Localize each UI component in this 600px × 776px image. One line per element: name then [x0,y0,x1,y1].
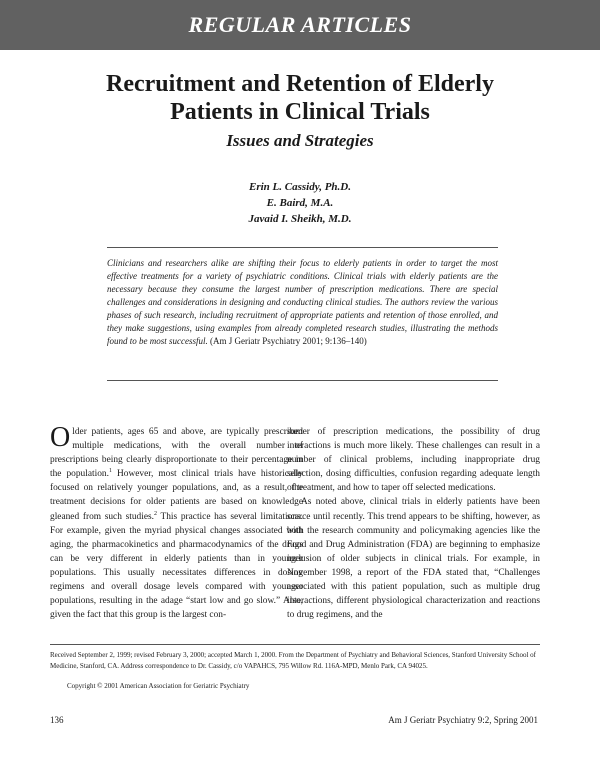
body-column-left [50,422,303,622]
author-name: E. Baird, M.A. [266,197,334,209]
body-paragraph: As noted above, clinical trials in elderly patients have been scarce until recently. This trend appears to be shifting, however, as both the research community and policymaking agencies like the Food and Drug Administration (FDA) are beginning to emphasize inclusion of older subjects in clinical trials. For example, in November 1998, a report of the FDA stated that, “Challenges associated with this patient population, such as multiple drug interactions, different physiological characterization and reactions to drug regimens, and the [287,497,540,621]
drop-cap: O [50,422,71,453]
body-paragraph: sumer of prescription medications, the possibility of drug interactions is much more likely. These challenges can result in a number of clinical problems, including inappropriate drug selection, dosing difficulties, confusion regarding adequate length of treatment, and how to taper off selected medications. [287,427,540,494]
section-label: REGULAR ARTICLES [188,12,412,37]
page-number: 136 [50,715,64,725]
section-banner [0,0,600,50]
body-text: lder patients, ages 65 and above, are typically prescribed multiple medications, with the overall number of prescriptions being clearly disproportionate to their percentage in the population. [50,427,303,480]
abstract-text: Clinicians and researchers alike are shifting their focus to elderly patients in order to target the most effective treatments for a variety of psychiatric conditions. Clinical trials with elderly patients are the necessary because they consume the largest number of prescription medications. There are special challenges and considerations in designing and conducting clinical studies. The authors review the various phases of such research, including recruitment of appropriate patients and retention of those enrolled, and they make suggestions, using examples from already completed research studies, illustrating the methods found to be most successful. [107,258,498,346]
abstract-box [107,247,498,381]
abstract-citation: (Am J Geriatr Psychiatry 2001; 9:136–140) [210,336,367,346]
reference-marker: 2 [153,510,157,517]
body-column-right [287,425,540,622]
article-title [40,70,560,126]
author-name: Javaid I. Sheikh, M.D. [248,213,352,225]
footnote-divider [50,644,540,645]
body-text: However, most clinical trials have historically focused on relatively younger populations, and, as a result, the treatment decisions for older patients are based on knowledge gleaned from such studies. [50,469,303,522]
title-line-2: Patients in Clinical Trials [170,99,430,125]
author-name: Erin L. Cassidy, Ph.D. [249,181,351,193]
reference-marker: 1 [108,468,112,475]
body-paragraph [50,422,303,622]
author-list [100,179,500,227]
received-footnote: Received September 2, 1999; revised February 3, 2000; accepted March 1, 2000. From the Department of Psychiatry and Behavioral Sciences, Stanford University School of Medicine, Stanford, CA. Address correspondence to Dr. Cassidy, c/o VAPAHCS, 795 Willow Rd. 116A-MPD, Menlo Park, CA 94025. [50,651,536,670]
title-line-1: Recruitment and Retention of Elderly [106,71,494,97]
article-subtitle: Issues and Strategies [226,131,374,150]
journal-reference: Am J Geriatr Psychiatry 9:2, Spring 2001 [388,715,538,725]
copyright-notice: Copyright © 2001 American Association for Geriatric Psychiatry [67,682,250,690]
body-text: This practice has several limitations. For example, given the myriad physical changes associated with aging, the pharmacokinetics and pharmacodynamics of the drugs can be very different in elderly patients than in younger populations. This usually necessitates differences in dosing regimens and overall dosage levels compared with younger populations, resulting in the adage “start low and go slow.” Also, given the fact that this group is the largest con- [50,511,303,621]
